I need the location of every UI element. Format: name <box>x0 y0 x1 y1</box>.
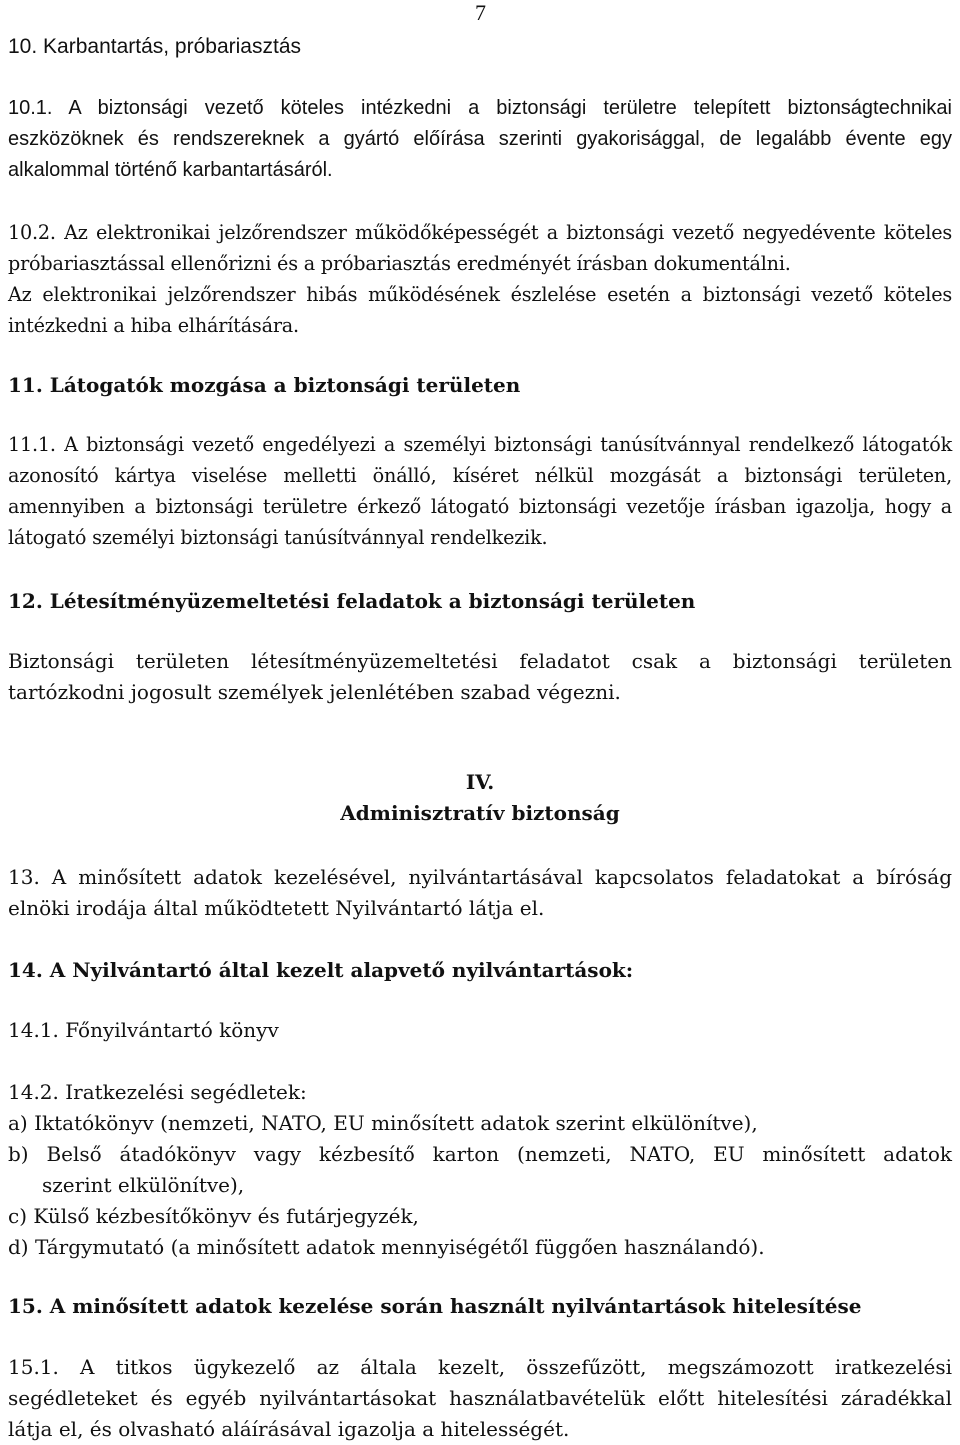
page-number: 7 <box>475 0 486 25</box>
section-15-1: 15.1. A titkos ügykezelő az általa kezelt, összefűzött, megszámozott iratkezelési segédleteket és egyéb nyilvántartásokat használatbavételük előtt hitelesítési záradékkal látja el, és olvasható aláírásával igazolja a hitelességét. <box>8 1355 952 1441</box>
part-title: Adminisztratív biztonság <box>340 801 620 825</box>
section-10-title: 10. Karbantartás, próbariasztás <box>8 35 301 58</box>
list-item-d: d) Tárgymutató (a minősített adatok mennyiségétől függően használandó). <box>8 1235 765 1259</box>
section-11-title: 11. Látogatók mozgása a biztonsági területen <box>8 373 521 397</box>
list-item-b-line2: szerint elkülönítve), <box>42 1173 245 1197</box>
section-14-title: 14. A Nyilvántartó által kezelt alapvető nyilvántartások: <box>8 958 634 982</box>
list-item-a: a) Iktatókönyv (nemzeti, NATO, EU minősített adatok szerint elkülönítve), <box>8 1111 758 1135</box>
section-11-1: 11.1. A biztonsági vezető engedélyezi a személyi biztonsági tanúsítvánnyal rendelkező látogatók azonosító kártya viselése melletti önálló, kíséret nélkül mozgását a biztonsági területen, amennyiben a biztonsági területre érkező látogató biztonsági vezetője írásban igazolja, hogy a látogató személyi biztonsági tanúsítvánnyal rendelkezik. <box>8 433 952 549</box>
section-14-1: 14.1. Főnyilvántartó könyv <box>8 1018 279 1042</box>
section-12-title: 12. Létesítményüzemeltetési feladatok a biztonsági területen <box>8 589 696 613</box>
section-14-2: 14.2. Iratkezelési segédletek: <box>8 1080 307 1104</box>
list-item-c: c) Külső kézbesítőkönyv és futárjegyzék, <box>8 1204 419 1228</box>
section-12-body: Biztonsági területen létesítményüzemeltetési feladatot csak a biztonsági területen tartózkodni jogosult személyek jelenlétében szabad végezni. <box>8 649 952 704</box>
section-15-title: 15. A minősített adatok kezelése során használt nyilvántartások hitelesítése <box>8 1294 862 1318</box>
section-10-2b: Az elektronikai jelzőrendszer hibás működésének észlelése esetén a biztonsági vezető köteles intézkedni a hiba elhárítására. <box>8 283 952 337</box>
section-10-1: 10.1. A biztonsági vezető köteles intézkedni a biztonsági területre telepített biztonságtechnikai eszközöknek és rendszereknek a gyártó előírása szerinti gyakorisággal, de legalább évente egy alkalommal történő karbantartásáról. <box>8 97 952 181</box>
section-13: 13. A minősített adatok kezelésével, nyilvántartásával kapcsolatos feladatokat a bíróság elnöki irodája által működtetett Nyilvántartó látja el. <box>8 865 952 920</box>
section-14-2-list <box>8 1077 952 1263</box>
part-number: IV. <box>465 770 495 794</box>
list-item-b-line1: b) Belső átadókönyv vagy kézbesítő karton (nemzeti, NATO, EU minősített adatok <box>8 1142 952 1166</box>
section-10-2a: 10.2. Az elektronikai jelzőrendszer működőképességét a biztonsági vezető negyedévente köteles próbariasztással ellenőrizni és a próbariasztás eredményét írásban dokumentálni. <box>8 221 952 275</box>
